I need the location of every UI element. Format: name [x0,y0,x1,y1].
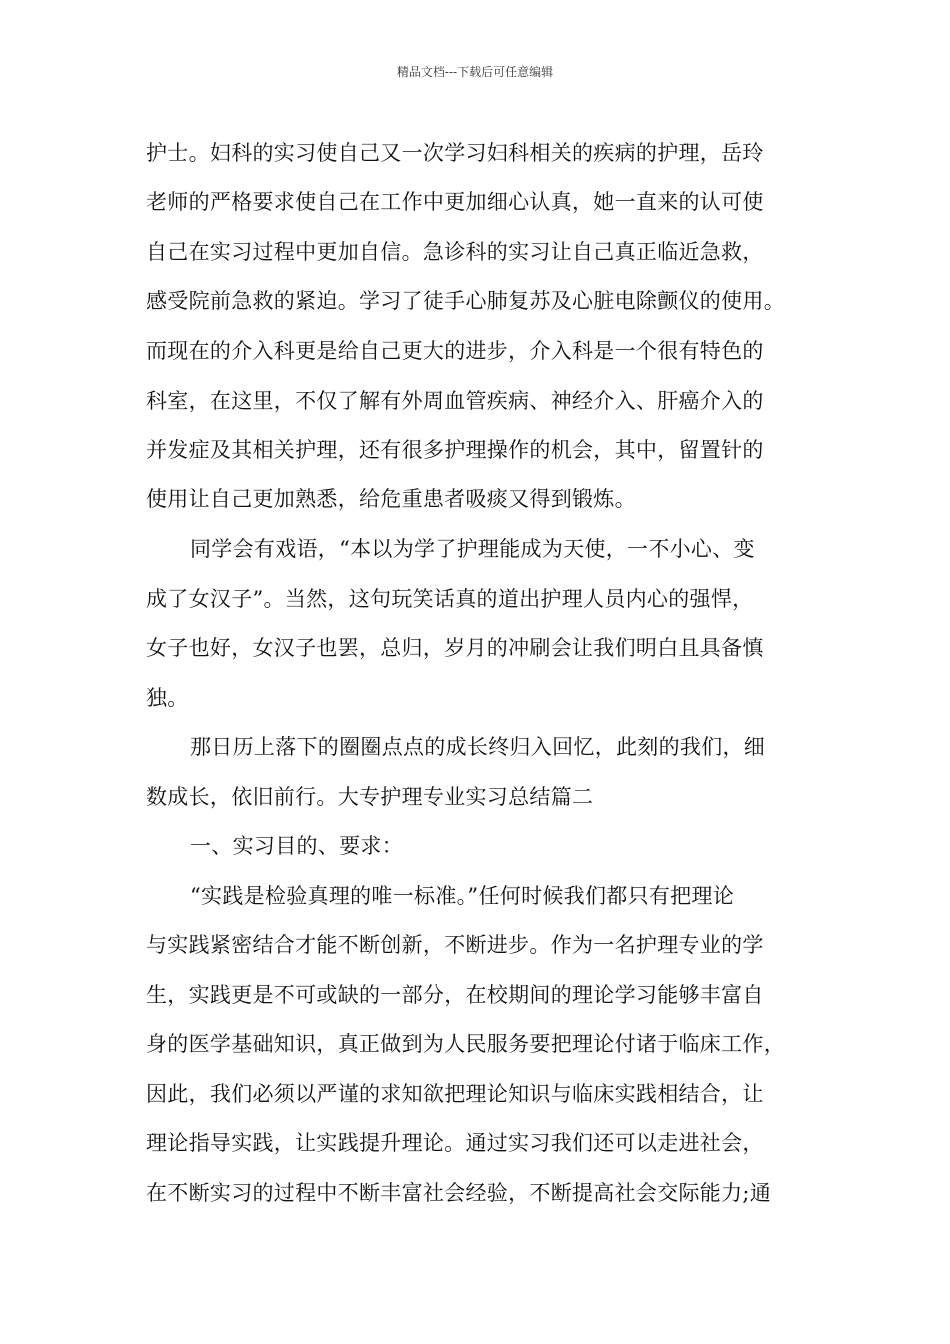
text-line-11: 女子也好，女汉子也罢，总归，岁月的冲刷会让我们明白且具备慎 [146,636,764,660]
text-line-9: 同学会有戏语，“本以为学了护理能成为天使，一不小心、变 [190,537,755,561]
text-line-4: 感受院前急救的紧迫。学习了徒手心肺复苏及心脏电除颤仪的使用。 [146,289,785,313]
text-line-12: 独。 [146,686,189,710]
text-line-19: 身的医学基础知识，真正做到为人民服务要把理论付诸于临床工作， [146,1032,785,1056]
text-line-16: “实践是检验真理的唯一标准。”任何时候我们都只有把理论 [190,884,735,908]
text-line-6: 科室，在这里，不仅了解有外周血管疾病、神经介入、肝癌介入的 [146,389,764,413]
text-line-1: 护士。妇科的实习使自己又一次学习妇科相关的疾病的护理，岳玲 [146,141,764,165]
text-line-8: 使用让自己更加熟悉，给危重患者吸痰又得到锻炼。 [146,487,636,511]
text-line-7: 并发症及其相关护理，还有很多护理操作的机会，其中，留置针的 [146,438,764,462]
section-heading: 一、实习目的、要求： [190,834,403,858]
text-line-21: 理论指导实践，让实践提升理论。通过实习我们还可以走进社会， [146,1131,764,1155]
text-line-2: 老师的严格要求使自己在工作中更加细心认真，她一直来的认可使 [146,190,764,214]
text-line-14: 数成长，依旧前行。大专护理专业实习总结篇二 [146,785,594,809]
text-line-3: 自己在实习过程中更加自信。急诊科的实习让自己真正临近急救， [146,240,764,264]
text-line-18: 生，实践更是不可或缺的一部分，在校期间的理论学习能够丰富自 [146,983,764,1007]
text-line-22: 在不断实习的过程中不断丰富社会经验，不断提高社会交际能力;通 [146,1181,772,1205]
text-line-17: 与实践紧密结合才能不断创新，不断进步。作为一名护理专业的学 [146,933,764,957]
page-header: 精品文档---下载后可任意编辑 [396,65,554,79]
text-line-10: 成了女汉子”。当然，这句玩笑话真的道出护理人员内心的强悍， [146,587,754,611]
text-line-20: 因此，我们必须以严谨的求知欲把理论知识与临床实践相结合，让 [146,1082,764,1106]
text-line-13: 那日历上落下的圈圈点点的成长终归入回忆，此刻的我们，细 [190,735,766,759]
text-line-5: 而现在的介入科更是给自己更大的进步，介入科是一个很有特色的 [146,339,764,363]
